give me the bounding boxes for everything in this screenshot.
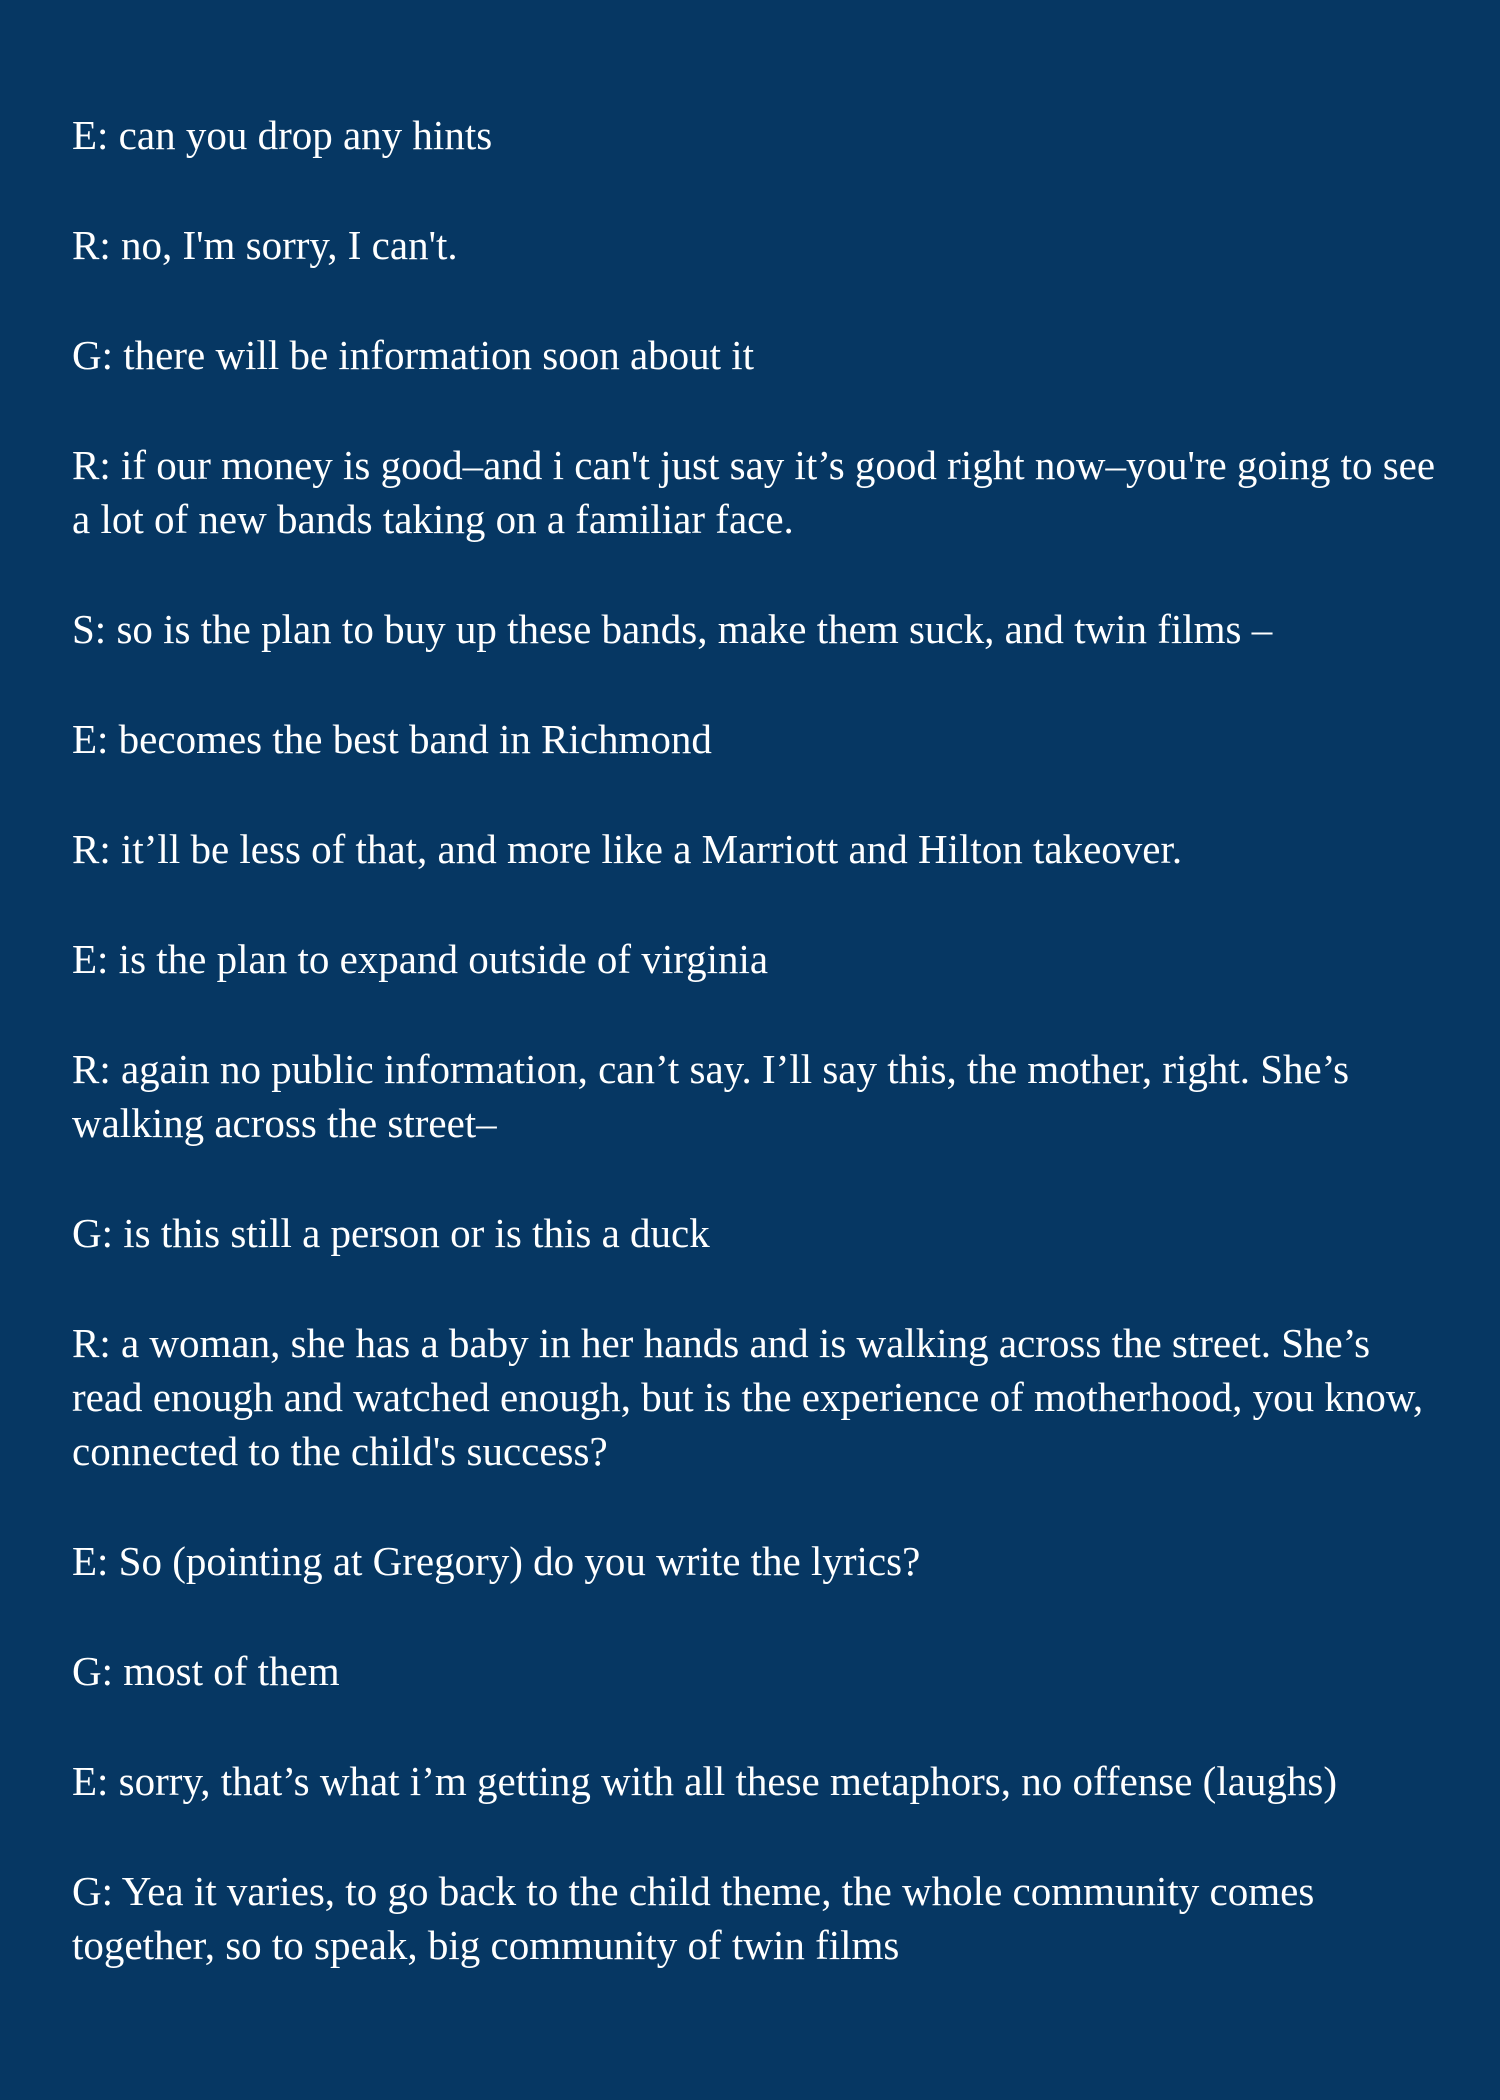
transcript-line: R: no, I'm sorry, I can't. bbox=[72, 222, 458, 268]
transcript-line: E: sorry, that’s what i’m getting with all these metaphors, no offense (laughs) bbox=[72, 1758, 1338, 1804]
transcript-line: E: So (pointing at Gregory) do you write the lyrics? bbox=[72, 1538, 921, 1584]
transcript-line: E: can you drop any hints bbox=[72, 112, 493, 158]
transcript-line: G: there will be information soon about it bbox=[72, 332, 755, 378]
transcript-line: E: is the plan to expand outside of virginia bbox=[72, 936, 769, 982]
transcript-line: R: if our money is good–and i can't just say it’s good right now–you're going to see a lot of new bands taking on a familiar face. bbox=[72, 442, 1436, 542]
transcript-line: R: again no public information, can’t say. I’ll say this, the mother, right. She’s walking across the street– bbox=[72, 1046, 1350, 1146]
transcript-line: R: a woman, she has a baby in her hands and is walking across the street. She’s read enough and watched enough, but is the experience of motherhood, you know, connected to the child's success? bbox=[72, 1320, 1424, 1474]
transcript-line: S: so is the plan to buy up these bands, make them suck, and twin films – bbox=[72, 606, 1273, 652]
transcript-line: G: most of them bbox=[72, 1648, 340, 1694]
transcript-line: E: becomes the best band in Richmond bbox=[72, 716, 712, 762]
transcript-line: G: is this still a person or is this a duck bbox=[72, 1210, 710, 1256]
transcript-line: R: it’ll be less of that, and more like a Marriott and Hilton takeover. bbox=[72, 826, 1183, 872]
transcript-line: G: Yea it varies, to go back to the child theme, the whole community comes together, so to speak, big community of twin films bbox=[72, 1868, 1315, 1968]
